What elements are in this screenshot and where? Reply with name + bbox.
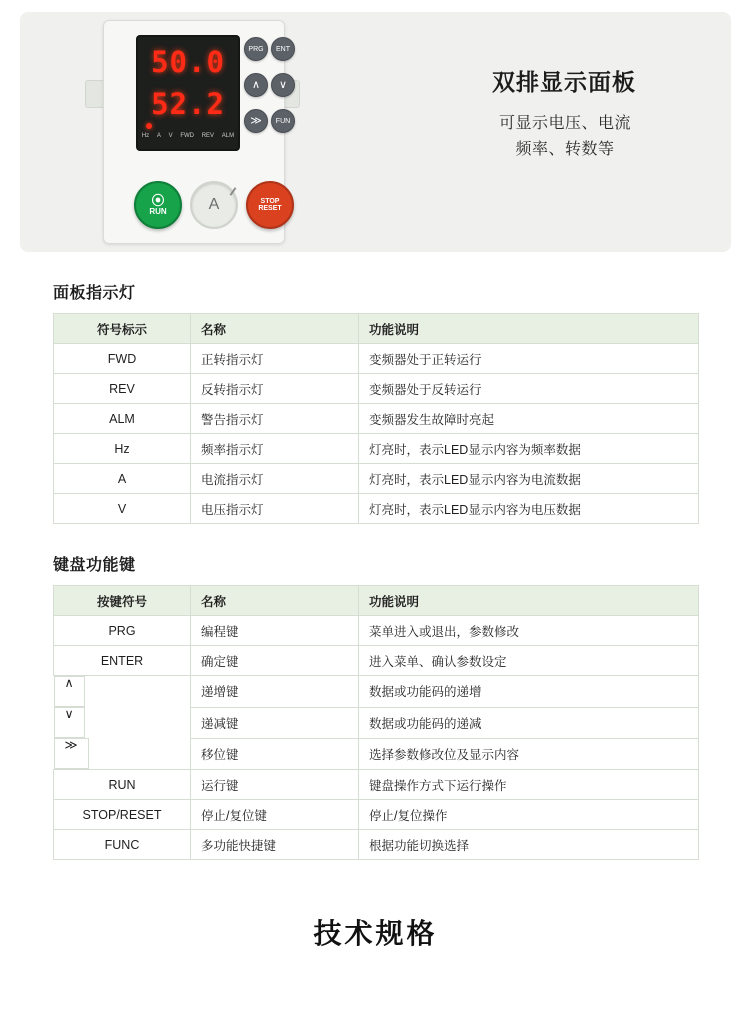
led-display-panel bbox=[136, 35, 240, 151]
run-icon: ⦿ bbox=[151, 193, 165, 208]
indicator-symbol: Hz bbox=[54, 434, 191, 464]
fun-button-label: FUN bbox=[275, 117, 291, 125]
led-label-v: V bbox=[168, 133, 173, 139]
up-button-label: ∧ bbox=[251, 78, 261, 91]
keypad-desc: 键盘操作方式下运行操作 bbox=[359, 770, 699, 800]
led-label-a: A bbox=[156, 133, 161, 139]
indicator-section bbox=[53, 280, 698, 524]
indicator-name: 反转指示灯 bbox=[191, 374, 359, 404]
keypad-desc: 菜单进入或退出，参数修改 bbox=[359, 616, 699, 646]
keypad-section bbox=[53, 552, 698, 860]
keypad-desc: 选择参数修改位及显示内容 bbox=[359, 738, 699, 770]
keypad-desc: 停止/复位操作 bbox=[359, 800, 699, 830]
keypad-name: 确定键 bbox=[191, 646, 359, 676]
ent-button[interactable] bbox=[271, 37, 295, 61]
keypad-header-name: 名称 bbox=[191, 586, 359, 616]
up-arrow-icon: ∧ bbox=[54, 676, 85, 707]
down-arrow-icon[interactable] bbox=[271, 73, 295, 97]
table-row bbox=[54, 494, 699, 524]
down-button-label: ∨ bbox=[278, 78, 288, 91]
table-row bbox=[54, 374, 699, 404]
keypad-section-title: 键盘功能键 bbox=[53, 557, 136, 574]
indicator-desc: 变频器处于反转运行 bbox=[359, 374, 699, 404]
keypad-symbol: STOP/RESET bbox=[54, 800, 191, 830]
stop-button-label-top: STOP bbox=[260, 198, 280, 205]
led-top-value: 50.0 bbox=[151, 45, 225, 79]
table-row bbox=[54, 464, 699, 494]
keypad-desc: 进入菜单、确认参数设定 bbox=[359, 646, 699, 676]
led-label-hz: Hz bbox=[141, 133, 150, 139]
table-row bbox=[54, 707, 699, 738]
table-row bbox=[54, 830, 699, 860]
prg-button-label: PRG bbox=[248, 45, 264, 53]
run-button[interactable] bbox=[134, 181, 182, 229]
ent-button-label: ENT bbox=[276, 45, 290, 53]
knob-label: A bbox=[208, 196, 220, 213]
run-button-label: RUN bbox=[149, 207, 167, 216]
table-row bbox=[54, 434, 699, 464]
fun-button[interactable] bbox=[271, 109, 295, 133]
footer-section-title: 技术规格 bbox=[313, 918, 438, 949]
indicator-name: 警告指示灯 bbox=[191, 404, 359, 434]
keypad-symbol: PRG bbox=[54, 616, 191, 646]
table-row bbox=[54, 676, 699, 708]
hero-subtitle-line1: 可显示电压、电流 bbox=[498, 115, 631, 132]
keypad-name: 运行键 bbox=[191, 770, 359, 800]
table-row bbox=[54, 616, 699, 646]
keypad-symbol: FUNC bbox=[54, 830, 191, 860]
keypad-symbol: ENTER bbox=[54, 646, 191, 676]
inverter-device-image bbox=[85, 20, 300, 242]
led-bottom-value: 52.2 bbox=[151, 87, 225, 121]
knob-notch-icon bbox=[230, 187, 237, 196]
table-row bbox=[54, 738, 699, 770]
keypad-desc: 数据或功能码的递增 bbox=[359, 676, 699, 708]
indicator-desc: 灯亮时，表示LED显示内容为电流数据 bbox=[359, 464, 699, 494]
keypad-desc: 数据或功能码的递减 bbox=[359, 707, 699, 738]
keypad-table bbox=[53, 585, 699, 860]
hero-text-block bbox=[420, 64, 710, 162]
indicator-desc: 变频器处于正转运行 bbox=[359, 344, 699, 374]
indicator-header-symbol: 符号标示 bbox=[54, 314, 191, 344]
indicator-symbol: ALM bbox=[54, 404, 191, 434]
indicator-section-title: 面板指示灯 bbox=[53, 285, 136, 302]
keypad-name: 停止/复位键 bbox=[191, 800, 359, 830]
keypad-name: 编程键 bbox=[191, 616, 359, 646]
indicator-name: 电流指示灯 bbox=[191, 464, 359, 494]
indicator-desc: 灯亮时，表示LED显示内容为电压数据 bbox=[359, 494, 699, 524]
indicator-symbol: V bbox=[54, 494, 191, 524]
indicator-name: 频率指示灯 bbox=[191, 434, 359, 464]
indicator-header-name: 名称 bbox=[191, 314, 359, 344]
keypad-name: 移位键 bbox=[191, 738, 359, 770]
led-indicator-labels bbox=[138, 133, 238, 139]
shift-arrow-icon[interactable] bbox=[244, 109, 268, 133]
indicator-name: 正转指示灯 bbox=[191, 344, 359, 374]
led-label-fwd: FWD bbox=[180, 133, 194, 139]
control-button-row bbox=[122, 176, 302, 234]
indicator-name: 电压指示灯 bbox=[191, 494, 359, 524]
hero-title: 双排显示面板 bbox=[492, 69, 636, 95]
keypad-symbol: RUN bbox=[54, 770, 191, 800]
keypad-name: 多功能快捷键 bbox=[191, 830, 359, 860]
indicator-symbol: FWD bbox=[54, 344, 191, 374]
keypad-button-group bbox=[244, 35, 294, 147]
shift-arrow-icon: ≫ bbox=[54, 738, 89, 769]
potentiometer-knob[interactable] bbox=[190, 181, 238, 229]
keypad-header-symbol: 按键符号 bbox=[54, 586, 191, 616]
table-row bbox=[54, 770, 699, 800]
stop-reset-button[interactable] bbox=[246, 181, 294, 229]
table-header-row bbox=[54, 586, 699, 616]
indicator-symbol: REV bbox=[54, 374, 191, 404]
table-row bbox=[54, 800, 699, 830]
led-status-dot bbox=[146, 123, 152, 129]
stop-button-label-bottom: RESET bbox=[258, 205, 282, 212]
table-row bbox=[54, 646, 699, 676]
hero-subtitle-line2: 频率、转数等 bbox=[515, 140, 615, 158]
device-body bbox=[103, 20, 291, 244]
indicator-desc: 灯亮时，表示LED显示内容为频率数据 bbox=[359, 434, 699, 464]
table-header-row bbox=[54, 314, 699, 344]
keypad-name: 递增键 bbox=[191, 676, 359, 708]
hero-banner bbox=[20, 12, 731, 252]
keypad-name: 递减键 bbox=[191, 707, 359, 738]
keypad-desc: 根据功能切换选择 bbox=[359, 830, 699, 860]
table-row bbox=[54, 404, 699, 434]
led-label-rev: REV bbox=[201, 133, 215, 139]
indicator-desc: 变频器发生故障时亮起 bbox=[359, 404, 699, 434]
table-row bbox=[54, 344, 699, 374]
keypad-header-desc: 功能说明 bbox=[359, 586, 699, 616]
up-arrow-icon[interactable] bbox=[244, 73, 268, 97]
shift-button-label: ≫ bbox=[250, 114, 262, 127]
led-label-alm: ALM bbox=[221, 133, 235, 139]
indicator-table bbox=[53, 313, 699, 524]
indicator-symbol: A bbox=[54, 464, 191, 494]
indicator-header-desc: 功能说明 bbox=[359, 314, 699, 344]
prg-button[interactable] bbox=[244, 37, 268, 61]
down-arrow-icon: ∨ bbox=[54, 707, 85, 738]
